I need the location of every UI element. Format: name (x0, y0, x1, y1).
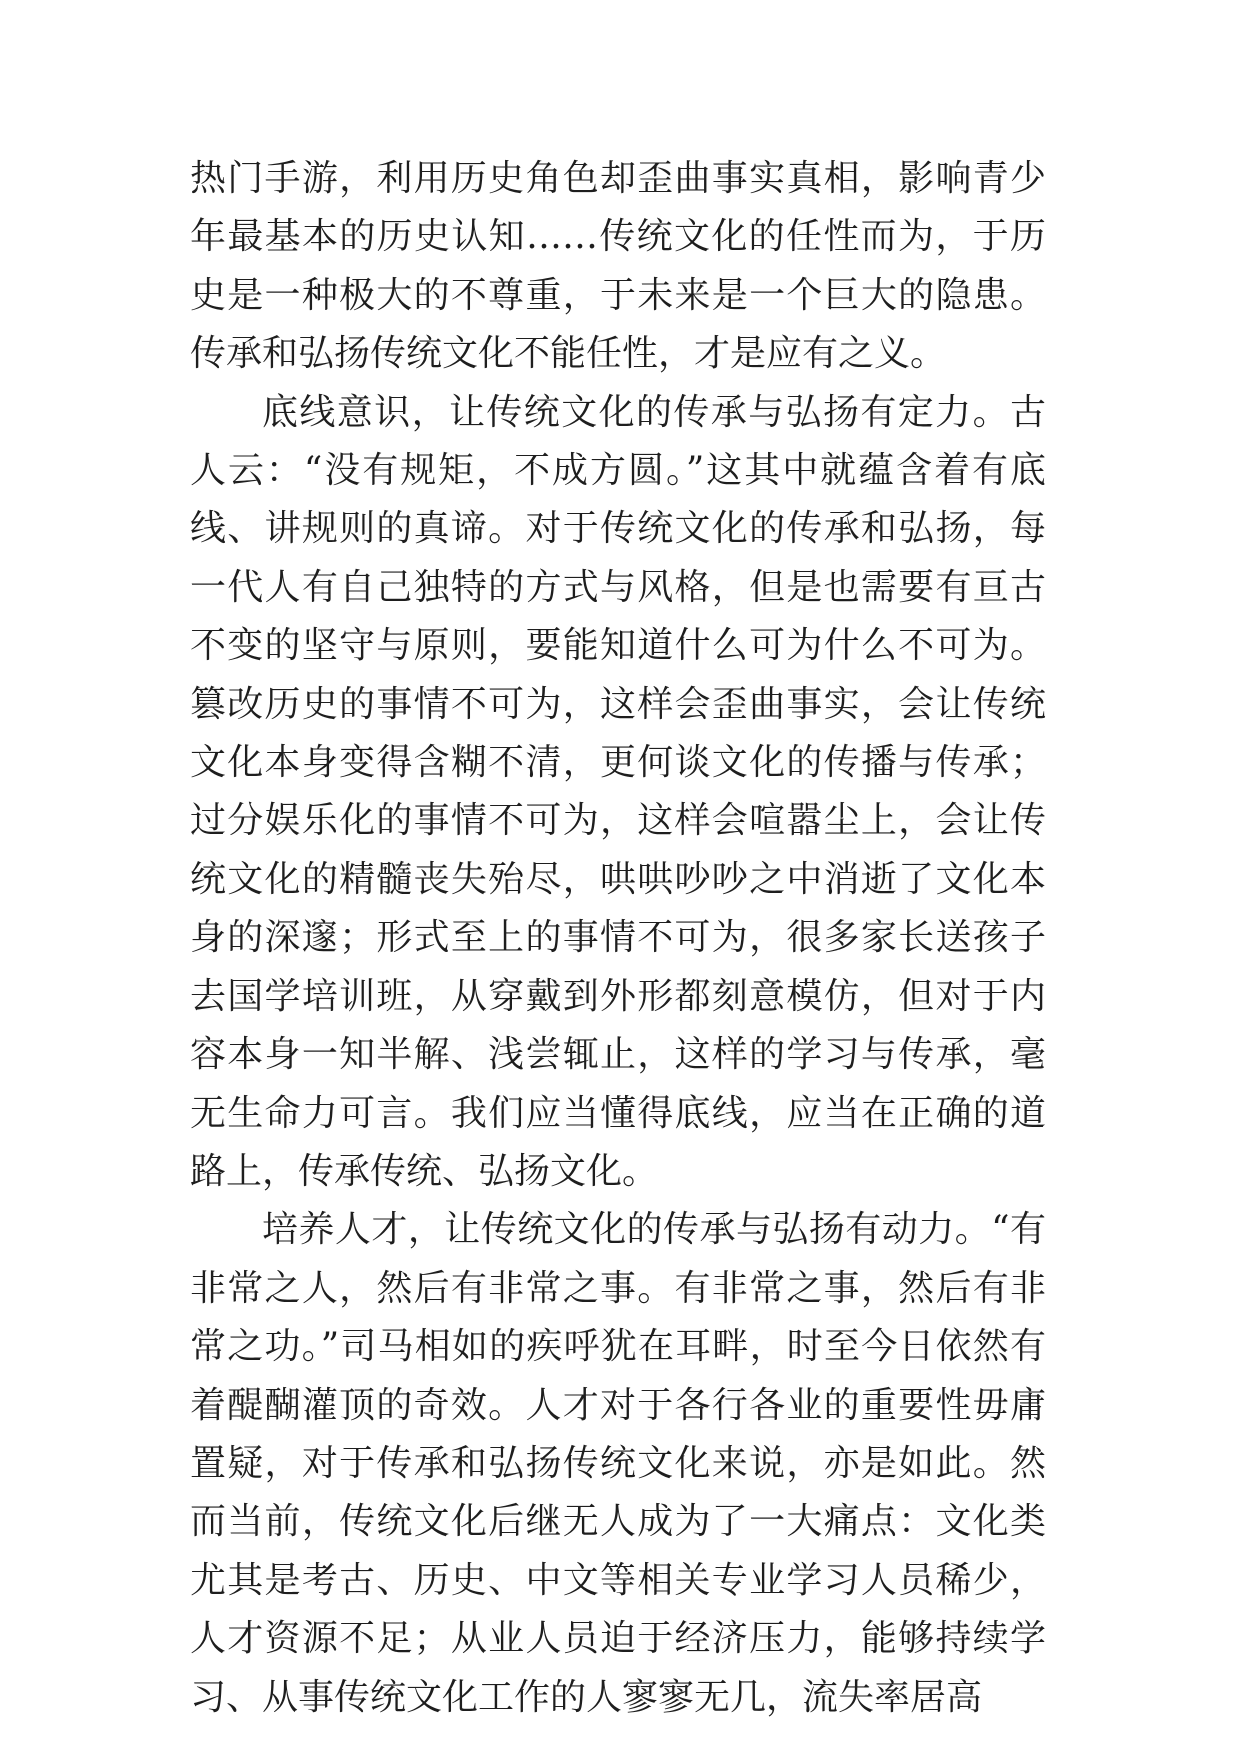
paragraph-bottom-line-awareness: 底线意识，让传统文化的传承与弘扬有定力。古人云：“没有规矩，不成方圆。”这其中就蕴含着有底线、讲规则的真谛。对于传统文化的传承和弘扬，每一代人有自己独特的方式与风格，但是也需要有亘古不变的坚守与原则，要能知道什么可为什么不可为。篡改历史的事情不可为，这样会歪曲事实，会让传统文化本身变得含糊不清，更何谈文化的传播与传承；过分娱乐化的事情不可为，这样会喧嚣尘上，会让传统文化的精髓丧失殆尽，哄哄吵吵之中消逝了文化本身的深邃；形式至上的事情不可为，很多家长送孩子去国学培训班，从穿戴到外形都刻意模仿，但对于内容本身一知半解、浅尝辄止，这样的学习与传承，毫无生命力可言。我们应当懂得底线，应当在正确的道路上，传承传统、弘扬文化。 (190, 391, 1046, 1192)
paragraph-continued: 热门手游，利用历史角色却歪曲事实真相，影响青少年最基本的历史认知……传统文化的任性而为，于历史是一种极大的不尊重，于未来是一个巨大的隐患。传承和弘扬传统文化不能任性，才是应有之义。 (190, 158, 1046, 375)
body-text (190, 150, 1046, 1727)
paragraph-cultivating-talent: 培养人才，让传统文化的传承与弘扬有动力。“有非常之人，然后有非常之事。有非常之事，然后有非常之功。”司马相如的疾呼犹在耳畔，时至今日依然有着醍醐灌顶的奇效。人才对于各行各业的重要性毋庸置疑，对于传承和弘扬传统文化来说，亦是如此。然而当前，传统文化后继无人成为了一大痛点：文化类尤其是考古、历史、中文等相关专业学习人员稀少，人才资源不足；从业人员迫于经济压力，能够持续学习、从事传统文化工作的人寥寥无几，流失率居高 (190, 1209, 1046, 1718)
